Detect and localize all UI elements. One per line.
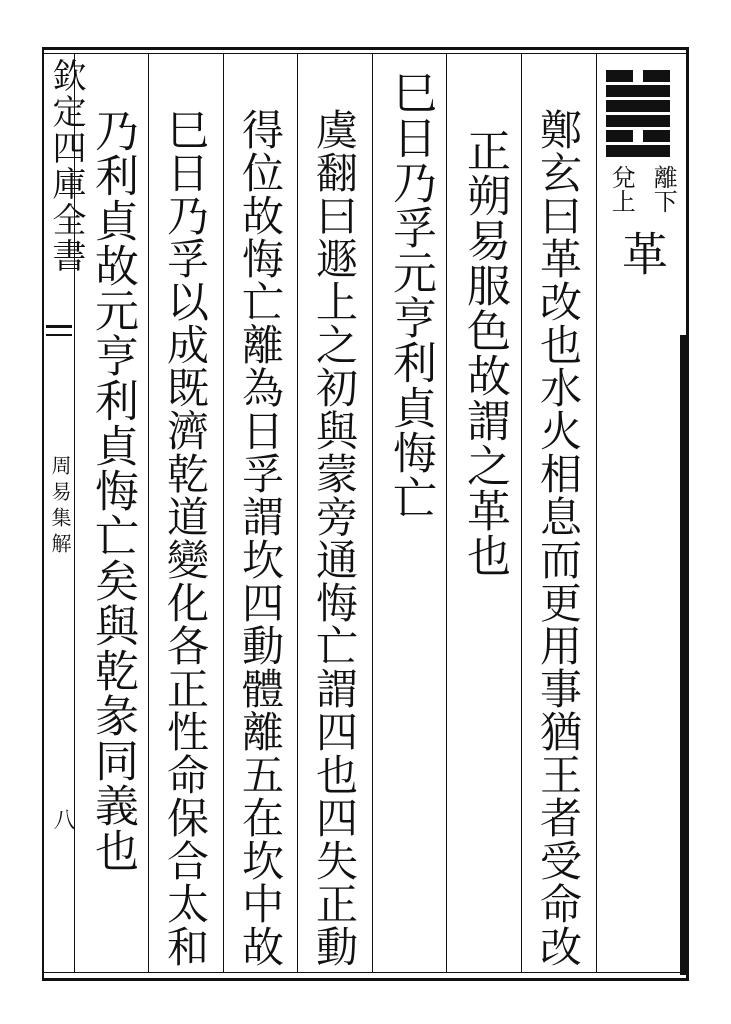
- column-divider: [223, 53, 224, 973]
- top-border: [42, 47, 687, 50]
- bottom-border-inner: [42, 972, 687, 973]
- fishtail-mark: [46, 325, 72, 328]
- text-column-3: 巳日乃孚元亨利貞悔亡: [385, 70, 436, 520]
- fishtail-mark-2: [46, 334, 72, 336]
- text-column-5: 得位故悔亡離為日孚謂坎四動體離五在坎中故: [236, 108, 285, 968]
- text-column-2: 正朔易服色故謂之革也: [459, 128, 510, 578]
- column-divider: [521, 53, 522, 973]
- text-column-1: 鄭玄曰革改也水火相息而更用事猶王者受命改: [534, 108, 583, 968]
- hexagram-lower-trigram: 離下: [649, 165, 678, 213]
- top-border-inner: [42, 53, 687, 54]
- margin-page-number: 八: [50, 808, 75, 830]
- column-divider: [446, 53, 447, 973]
- text-column-6: 巳日乃孚以成既濟乾道變化各正性命保合太和: [161, 108, 210, 968]
- bottom-border: [42, 978, 687, 981]
- column-divider: [148, 53, 149, 973]
- hexagram-symbol: [606, 70, 670, 160]
- column-divider: [596, 53, 597, 973]
- column-divider: [297, 53, 298, 973]
- hexagram-upper-trigram: 兌上: [607, 165, 636, 213]
- hexagram-name: 革: [615, 230, 669, 276]
- column-divider: [372, 53, 373, 973]
- text-column-7: 乃利貞故元亨利貞悔亡矣與乾彖同義也: [87, 108, 138, 873]
- column-rule-heavy: [680, 335, 687, 975]
- text-column-4: 虞翻曰遯上之初與蒙旁通悔亡謂四也四失正動: [310, 108, 359, 968]
- margin-book-subtitle: 周易集解: [48, 455, 72, 559]
- margin-book-title: 欽定四庫全書: [46, 58, 86, 274]
